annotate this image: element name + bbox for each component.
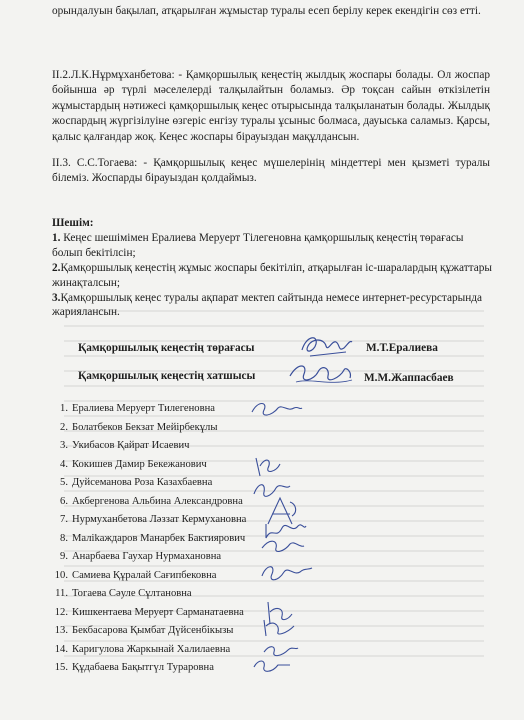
list-item	[46, 585, 346, 604]
decision-item-text: Кеңес шешімімен Ералиева Меруерт Тілегеновна қамқоршылық кеңестің төрағасы болып бекітілсін;	[52, 231, 464, 259]
member-number: 8.	[60, 532, 68, 544]
decision-item	[52, 261, 492, 291]
member-name: Каригулова Жаркынай Халилаевна	[72, 643, 231, 655]
list-item	[46, 493, 346, 512]
list-item	[46, 659, 346, 678]
list-item	[46, 474, 346, 493]
member-number: 14.	[54, 643, 68, 655]
secretary-label: Қамқоршылық кеңестің хатшысы	[78, 370, 256, 382]
paragraph-nurmukhanbetova: II.2.Л.К.Нұрмұханбетова: - Қамқоршылық кеңестің жылдық жоспары болады. Ол жоспар бойынша әр түрлі мәселелерді талқылайтын боламыз. Әр тоқсан сайын өткізілетін жұмыстардың нәтижесі қамқоршылық кеңес отырысында талқыланатын болады. Жылдық жоспардың жүргізілуіне өзгеріс енгізу туралы ұсыныс болмаса, дауыська саламыз. Қарсы, қалыс қалғандар жоқ. Кеңес жоспары бірауыздан мақұлдансын.	[52, 69, 490, 143]
member-name: Тогаева Сәуле Сұлтановна	[72, 588, 192, 599]
list-item	[46, 641, 346, 660]
member-number: 7.	[60, 514, 68, 525]
member-list	[46, 400, 346, 678]
decision-item-number: 1.	[52, 231, 61, 244]
list-item	[46, 604, 346, 623]
chair-signature	[296, 330, 356, 364]
member-number: 2.	[60, 421, 68, 433]
paragraph-continuation: орындалуын бақылап, атқарылған жұмыстар туралы есеп берілу керек екендігін сөз етті.	[52, 5, 481, 17]
list-item	[46, 530, 346, 549]
list-item	[46, 400, 346, 419]
secretary-name: М.М.Жаппасбаев	[364, 372, 454, 384]
member-name: Ералиева Меруерт Тилегеновна	[72, 403, 215, 414]
decision-item-number: 3.	[52, 291, 61, 304]
decision-item	[52, 231, 492, 261]
member-number: 1.	[60, 403, 68, 414]
member-name: Құдабаева Бақытгүл Тураровна	[72, 662, 214, 673]
paragraph-togaeva: II.3. С.С.Тогаева: - Қамқоршылық кеңес мүшелерінің міндеттері мен қызметі туралы білеміз. Жоспарды бірауыздан қолдаймыз.	[52, 157, 490, 185]
decision-item-number: 2.	[52, 261, 61, 274]
member-name: Малikаждаров Манарбек Бактиярович	[72, 532, 246, 544]
member-number: 10.	[54, 569, 68, 581]
list-item	[46, 567, 346, 586]
list-item	[46, 548, 346, 567]
list-item	[46, 419, 346, 438]
list-item	[46, 456, 346, 475]
member-number: 3.	[60, 440, 68, 451]
member-number: 15.	[54, 662, 68, 673]
decision-heading: Шешім:	[52, 217, 94, 229]
member-number: 13.	[54, 625, 68, 636]
member-name: Нурмуханбетова Ләззат Кермухановна	[72, 514, 247, 525]
decision-item	[52, 291, 492, 321]
member-name: Болатбеков Бекзат Мейірбекұлы	[72, 421, 218, 433]
member-name: Кокишев Дамир Бекежанович	[72, 458, 207, 470]
member-name: Бекбасарова Қымбат Дүйсенбікызы	[72, 625, 234, 636]
member-number: 4.	[60, 458, 68, 470]
list-item	[46, 511, 346, 530]
member-name: Акбергенова Альбина Александровна	[72, 495, 243, 507]
member-name: Самиева Құралай Сағипбековна	[72, 569, 217, 581]
member-number: 5.	[60, 477, 68, 488]
member-number: 6.	[60, 495, 68, 507]
list-item	[46, 622, 346, 641]
member-name: Дуйсеманова Роза Казахбаевна	[72, 477, 213, 488]
secretary-signature	[286, 358, 356, 392]
member-number: 11.	[55, 588, 68, 599]
member-name: Кишкентаева Меруерт Сарманатаевна	[72, 606, 244, 618]
list-item	[46, 437, 346, 456]
member-number: 9.	[60, 551, 68, 562]
member-number: 12.	[54, 606, 68, 618]
member-name: Анарбаева Гаухар Нурмахановна	[72, 551, 222, 562]
decision-section	[52, 216, 492, 320]
decision-item-text: Қамқоршылық кеңестің жұмыс жоспары бекітіліп, атқарылған іс-шаралардың құжаттары жинақталсын;	[52, 261, 492, 289]
decision-item-text: Қамқоршылық кеңес туралы ақпарат мектеп сайтында немесе интернет-ресурстарында жариялансын.	[52, 291, 483, 319]
chair-name: М.Т.Ералиева	[366, 342, 438, 354]
chair-label: Қамқоршылық кеңестің төрағасы	[78, 342, 255, 354]
member-name: Укибасов Қайрат Исаевич	[72, 440, 190, 451]
